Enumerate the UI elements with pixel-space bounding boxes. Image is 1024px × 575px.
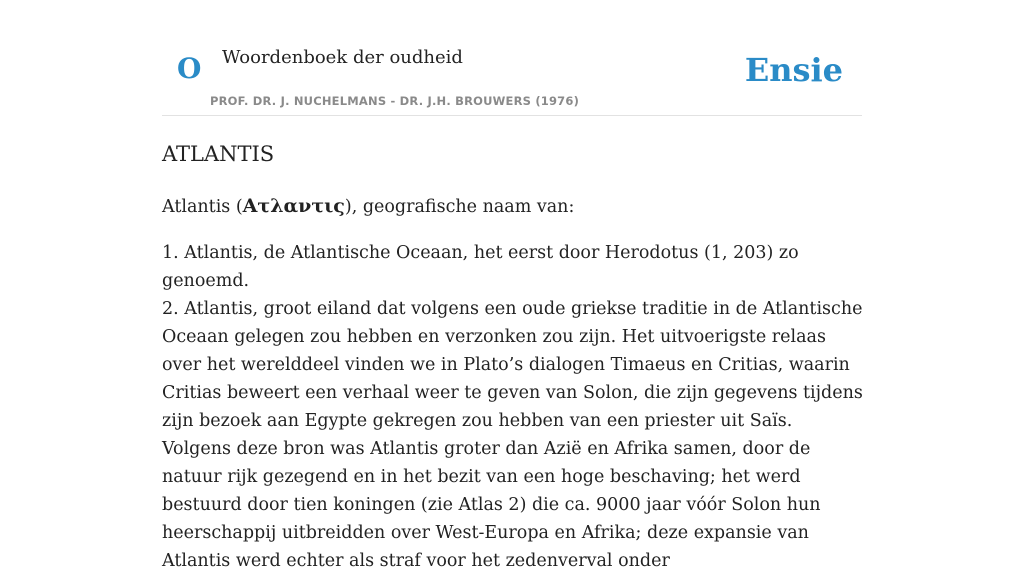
greek-term: Ατλαντις	[242, 195, 345, 217]
book-title-link[interactable]: Woordenboek der oudheid	[222, 47, 463, 68]
source-header	[162, 0, 862, 116]
ensie-logo-link[interactable]: Ensie	[744, 51, 843, 89]
intro-prefix: Atlantis (	[162, 197, 243, 217]
entry-title: ATLANTIS	[162, 142, 275, 166]
dictionary-entry-page	[162, 0, 863, 571]
book-authors: PROF. DR. J. NUCHELMANS - DR. J.H. BROUWERS (1976)	[210, 94, 580, 108]
entry-intro	[162, 192, 862, 221]
definition-2: 2. Atlantis, groot eiland dat volgens een oude griekse traditie in de Atlantische Oceaan gelegen zou hebben en verzonken zou zijn. Het uitvoerigste relaas over het werelddeel vinden we in Plato’s dialogen Timaeus en Critias, waarin Critias beweert een verhaal weer te geven van Solon, die zijn gegevens tijdens zijn bezoek aan Egypte gekregen zou hebben van een priester uit Saïs. Volgens deze bron was Atlantis groter dan Azië en Afrika samen, door de natuur rijk gezegend en in het bezit van een hoge beschaving; het werd bestuurd door tien koningen (zie Atlas 2) die ca. 9000 jaar vóór Solon hun heerschappij uitbreidden over West-Europa en Afrika; deze expansie van Atlantis werd echter als straf voor het zedenverval onder	[162, 299, 863, 571]
intro-suffix: ), geografische naam van:	[344, 197, 575, 217]
entry-body	[162, 239, 864, 575]
definition-1: 1. Atlantis, de Atlantische Oceaan, het eerst door Herodotus (1, 203) zo genoemd.	[162, 243, 799, 291]
index-letter[interactable]: O	[177, 52, 202, 85]
